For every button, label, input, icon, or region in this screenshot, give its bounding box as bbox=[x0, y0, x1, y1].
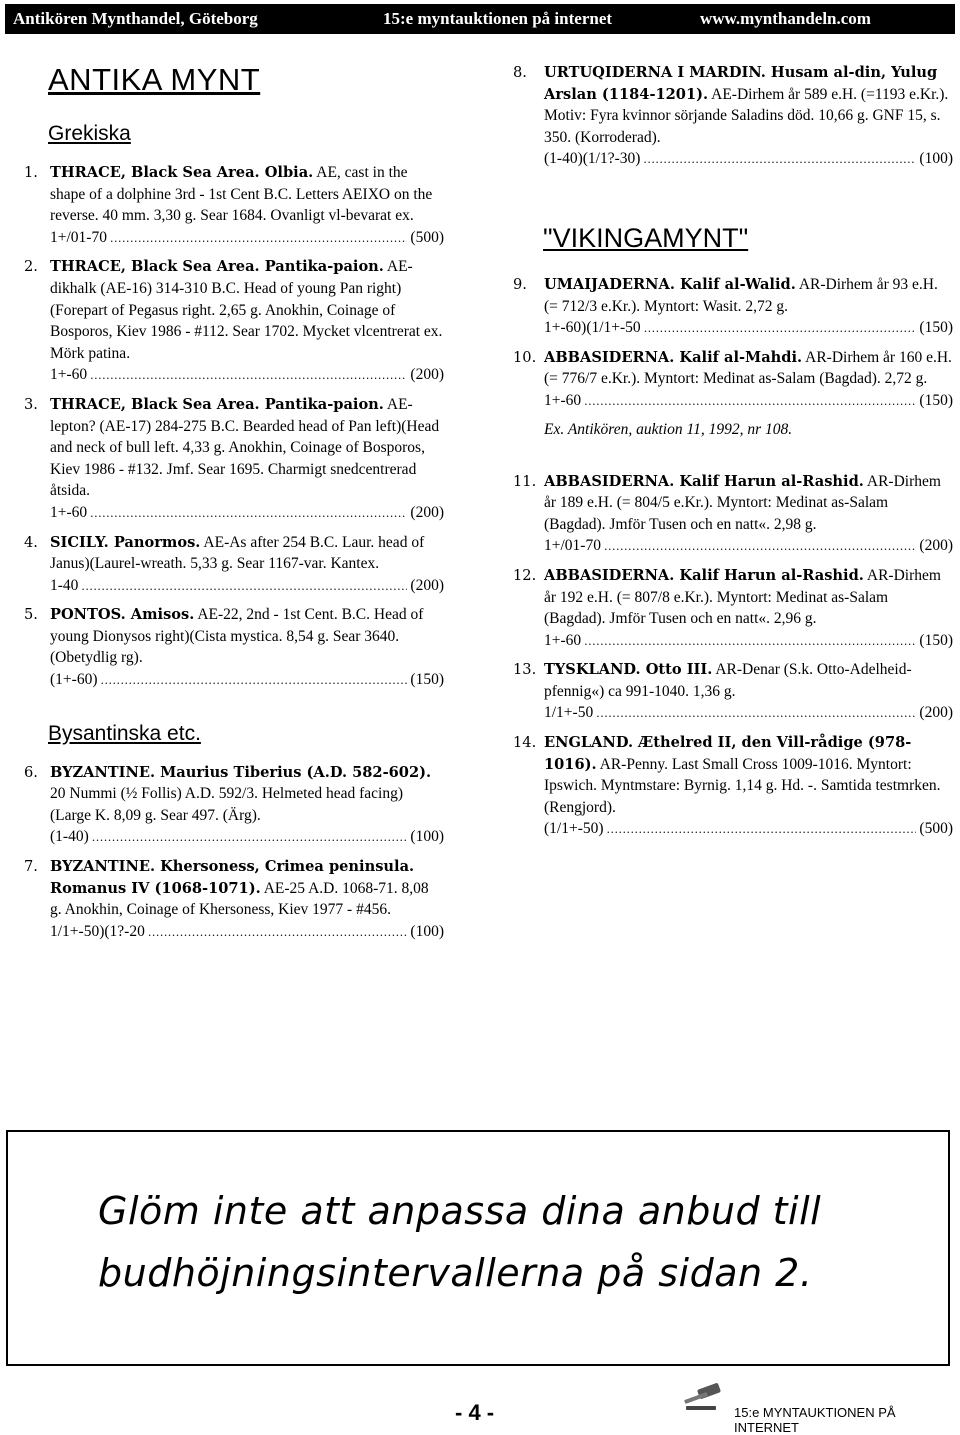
reminder-box bbox=[6, 1130, 950, 1366]
lot-grade: 1/1+-50 bbox=[544, 704, 594, 722]
lot-item bbox=[24, 762, 444, 849]
lot-price-row bbox=[544, 317, 953, 340]
lot-heading: THRACE, Black Sea Area. Olbia. bbox=[50, 164, 314, 181]
lot-description: AR-Denar (S.k. Otto-Adelheid-pfennig«) ca 991-1040. 1,36 g. bbox=[544, 661, 912, 700]
lot-group-left-greek bbox=[24, 162, 444, 692]
lot-grade: 1-40 bbox=[50, 576, 79, 594]
lot-price: (200) bbox=[410, 366, 444, 384]
lot-price-row bbox=[544, 818, 953, 841]
lot-item bbox=[24, 532, 444, 598]
lot-item bbox=[24, 604, 444, 691]
lot-number: 8. bbox=[513, 64, 527, 81]
lot-price: (100) bbox=[410, 828, 444, 846]
lot-grade: 1+-60 bbox=[544, 631, 582, 649]
leader-dots bbox=[90, 365, 407, 387]
lot-number: 13. bbox=[513, 661, 537, 679]
lot-price: (150) bbox=[410, 671, 444, 689]
lot-grade: 1+-60 bbox=[50, 366, 88, 384]
leader-dots bbox=[110, 228, 407, 250]
header-auction: 15:e myntauktionen på internet bbox=[383, 9, 613, 28]
lot-grade: 1+/01-70 bbox=[544, 537, 601, 555]
lot-number: 14. bbox=[513, 734, 537, 752]
lot-description: AR-Dirhem år 189 e.H. (= 804/5 e.Kr.). Myntort: Medinat as-Salam (Bagdad). Jmför Tusen och en natt«. 2,98 g. bbox=[544, 472, 941, 533]
lot-description: AR-Dirhem år 160 e.H. (= 776/7 e.Kr.). Myntort: Medinat as-Salam (Bagdad). 2,72 g. bbox=[544, 348, 952, 388]
lot-group-right-top bbox=[513, 62, 953, 171]
lot-heading: URTUQIDERNA I MARDIN. Husam al-din, Yulug Arslan (1184-1201). bbox=[544, 64, 938, 103]
lot-number: 4. bbox=[24, 533, 38, 551]
lot-number: 2. bbox=[24, 258, 38, 276]
lot-price-row bbox=[50, 502, 444, 525]
lot-price: (500) bbox=[919, 820, 953, 838]
lot-price: (150) bbox=[919, 319, 953, 337]
lot-price-row bbox=[544, 390, 953, 413]
leader-dots bbox=[584, 631, 916, 653]
lot-item bbox=[24, 856, 444, 943]
leader-dots bbox=[644, 318, 917, 340]
lot-grade: 1+/01-70 bbox=[50, 228, 107, 246]
page-number: - 4 - bbox=[455, 1400, 495, 1425]
lot-grade: 1+-60 bbox=[544, 391, 582, 409]
lot-grade: 1/1+-50)(1?-20 bbox=[50, 922, 145, 940]
lot-price-row bbox=[50, 227, 444, 250]
lot-item bbox=[513, 274, 953, 340]
provenance-note: Ex. Antikören, auktion 11, 1992, nr 108. bbox=[544, 420, 793, 438]
reminder-line-2: budhöjningsintervallerna på sidan 2. bbox=[98, 1251, 813, 1295]
lot-price: (150) bbox=[919, 631, 953, 649]
gavel-icon bbox=[680, 1382, 728, 1412]
lot-price: (100) bbox=[410, 922, 444, 940]
header-url[interactable]: www.mynthandeln.com bbox=[700, 9, 871, 28]
leader-dots bbox=[148, 922, 408, 944]
lot-heading: TYSKLAND. Otto III. bbox=[544, 661, 713, 679]
lot-price-row bbox=[544, 630, 953, 653]
lot-price: (200) bbox=[919, 537, 953, 555]
lot-description: AR-Penny. Last Small Cross 1009-1016. Myntort: Ipswich. Myntmstare: Byrnig. 1,14 g. Hd. -. Samtida testmrken. (Rengjord). bbox=[544, 755, 941, 816]
lot-description: AE, cast in the shape of a dolphine 3rd - 1st Cent B.C. Letters AEIXO on the reverse. 40 mm. 3,30 g. Sear 1684. Ovanligt vl-bevarat ex. bbox=[50, 164, 433, 225]
section-byzantine: Bysantinska etc. bbox=[48, 721, 201, 745]
leader-dots bbox=[100, 670, 407, 692]
lot-description: AE-As after 254 B.C. Laur. head of Janus)(Laurel-wreath. 5,33 g. Sear 1167-var. Kantex. bbox=[50, 533, 425, 573]
lot-price-row bbox=[50, 921, 444, 944]
lot-description: AE-22, 2nd - 1st Cent. B.C. Head of young Dionysos right)(Cista mystica. 8,54 g. Sear 3640. (Obetydlig rg). bbox=[50, 606, 424, 667]
lot-price: (500) bbox=[410, 228, 444, 246]
lot-number: 11. bbox=[513, 472, 537, 490]
page-title: ANTIKA MYNT bbox=[48, 62, 261, 97]
lot-number: 12. bbox=[513, 566, 537, 584]
lot-item bbox=[24, 256, 444, 387]
header-bar bbox=[5, 4, 955, 34]
lot-heading: ABBASIDERNA. Kalif al-Mahdi. bbox=[544, 348, 803, 366]
lot-item bbox=[513, 471, 953, 558]
leader-dots bbox=[81, 576, 407, 598]
lot-group-right-viking-a bbox=[513, 274, 953, 413]
lot-grade: 1+-60 bbox=[50, 503, 88, 521]
lot-number: 10. bbox=[513, 348, 537, 366]
lot-price-row bbox=[544, 535, 953, 558]
lot-item bbox=[513, 347, 953, 413]
lot-grade: 1+-60)(1/1+-50 bbox=[544, 319, 641, 337]
lot-group-right-viking-b bbox=[513, 471, 953, 842]
lot-price-row bbox=[50, 669, 444, 692]
leader-dots bbox=[90, 503, 407, 525]
lot-price-row bbox=[50, 826, 444, 849]
section-viking: "VIKINGAMYNT" bbox=[543, 222, 749, 253]
lot-description: AE-25 A.D. 1068-71. 8,08 g. Anokhin, Coinage of Khersoness, Kiev 1977 - #456. bbox=[50, 879, 429, 919]
lot-description: AE-Dirhem år 589 e.H. (=1193 e.Kr.). Motiv: Fyra kvinnor sörjande Saladins död. 10,66 g. GNF 15, s. 350. (Korroderad). bbox=[544, 85, 949, 146]
lot-heading: BYZANTINE. Khersoness, Crimea peninsula. Romanus IV (1068-1071). bbox=[50, 858, 415, 897]
header-shop: Antikören Mynthandel, Göteborg bbox=[13, 9, 258, 28]
leader-dots bbox=[596, 703, 916, 725]
lot-price: (100) bbox=[919, 150, 953, 168]
right-column bbox=[513, 62, 953, 848]
lot-price-row bbox=[544, 148, 953, 171]
lot-grade: (1-40) bbox=[50, 828, 89, 846]
lot-number: 7. bbox=[24, 858, 38, 876]
leader-dots bbox=[604, 536, 916, 558]
lot-description: AR-Dirhem år 93 e.H. (= 712/3 e.Kr.). Myntort: Wasit. 2,72 g. bbox=[544, 275, 938, 315]
lot-number: 9. bbox=[513, 275, 527, 293]
lot-item bbox=[513, 62, 953, 171]
lot-grade: (1-40)(1/1?-30) bbox=[544, 150, 641, 168]
leader-dots bbox=[607, 819, 917, 841]
lot-group-left-byz bbox=[24, 762, 444, 944]
lot-heading: UMAIJADERNA. Kalif al-Walid. bbox=[544, 275, 796, 293]
lot-number: 6. bbox=[24, 763, 38, 781]
footer-label: 15:e MYNTAUKTIONEN PÅ INTERNET bbox=[734, 1405, 896, 1435]
section-greek: Grekiska bbox=[48, 122, 131, 145]
lot-price-row bbox=[50, 575, 444, 598]
lot-heading: THRACE, Black Sea Area. Pantika-paion. bbox=[50, 395, 384, 413]
lot-heading: SICILY. Panormos. bbox=[50, 533, 201, 551]
lot-number: 3. bbox=[24, 395, 38, 413]
lot-number: 5. bbox=[24, 606, 38, 624]
lot-price: (150) bbox=[919, 391, 953, 409]
lot-description: AE-dikhalk (AE-16) 314-310 B.C. Head of young Pan right)(Forepart of Pegasus right. 2,65 g. Anokhin, Coinage of Bosporos, Kiev 1986 - #112. Sear 1702. Mycket vlcentrerat ex. Mörk patina. bbox=[50, 258, 443, 362]
lot-item bbox=[513, 732, 953, 841]
reminder-line-1: Glöm inte att anpassa dina anbud till bbox=[98, 1189, 822, 1233]
lot-item bbox=[513, 659, 953, 725]
lot-heading: PONTOS. Amisos. bbox=[50, 606, 195, 624]
left-column bbox=[24, 62, 444, 950]
lot-heading: ABBASIDERNA. Kalif Harun al-Rashid. bbox=[544, 566, 864, 584]
leader-dots bbox=[643, 149, 916, 171]
lot-heading: ENGLAND. Æthelred II, den Vill-rådige (978-1016). bbox=[544, 734, 912, 773]
lot-heading: ABBASIDERNA. Kalif Harun al-Rashid. bbox=[544, 472, 864, 490]
lot-description: 20 Nummi (½ Follis) A.D. 592/3. Helmeted head facing)(Large K. 8,09 g. Sear 497. (Ärg). bbox=[50, 785, 403, 824]
lot-item bbox=[24, 394, 444, 525]
lot-item bbox=[24, 162, 444, 249]
lot-item bbox=[513, 565, 953, 652]
lot-price: (200) bbox=[410, 576, 444, 594]
leader-dots bbox=[584, 391, 916, 413]
lot-heading: THRACE, Black Sea Area. Pantika-paion. bbox=[50, 258, 384, 276]
lot-grade: (1+-60) bbox=[50, 671, 98, 689]
lot-description: AE-lepton? (AE-17) 284-275 B.C. Bearded head of Pan left)(Head and neck of bull left. 4,33 g. Anokhin, Coinage of Bosporos, Kiev 1986 - #132. Jmf. Sear 1695. Charmigt snedcentrerad åtsida. bbox=[50, 395, 440, 500]
lot-price: (200) bbox=[919, 704, 953, 722]
lot-price-row bbox=[50, 364, 444, 387]
leader-dots bbox=[92, 827, 408, 849]
lot-heading: BYZANTINE. Maurius Tiberius (A.D. 582-602). bbox=[50, 763, 432, 781]
lot-number: 1. bbox=[24, 164, 38, 181]
lot-price: (200) bbox=[410, 503, 444, 521]
lot-description: AR-Dirhem år 192 e.H. (= 807/8 e.Kr.). Myntort: Medinat as-Salam (Bagdad). Jmför Tusen och en natt«. 2,96 g. bbox=[544, 566, 941, 628]
lot-grade: (1/1+-50) bbox=[544, 820, 604, 838]
lot-price-row bbox=[544, 702, 953, 725]
